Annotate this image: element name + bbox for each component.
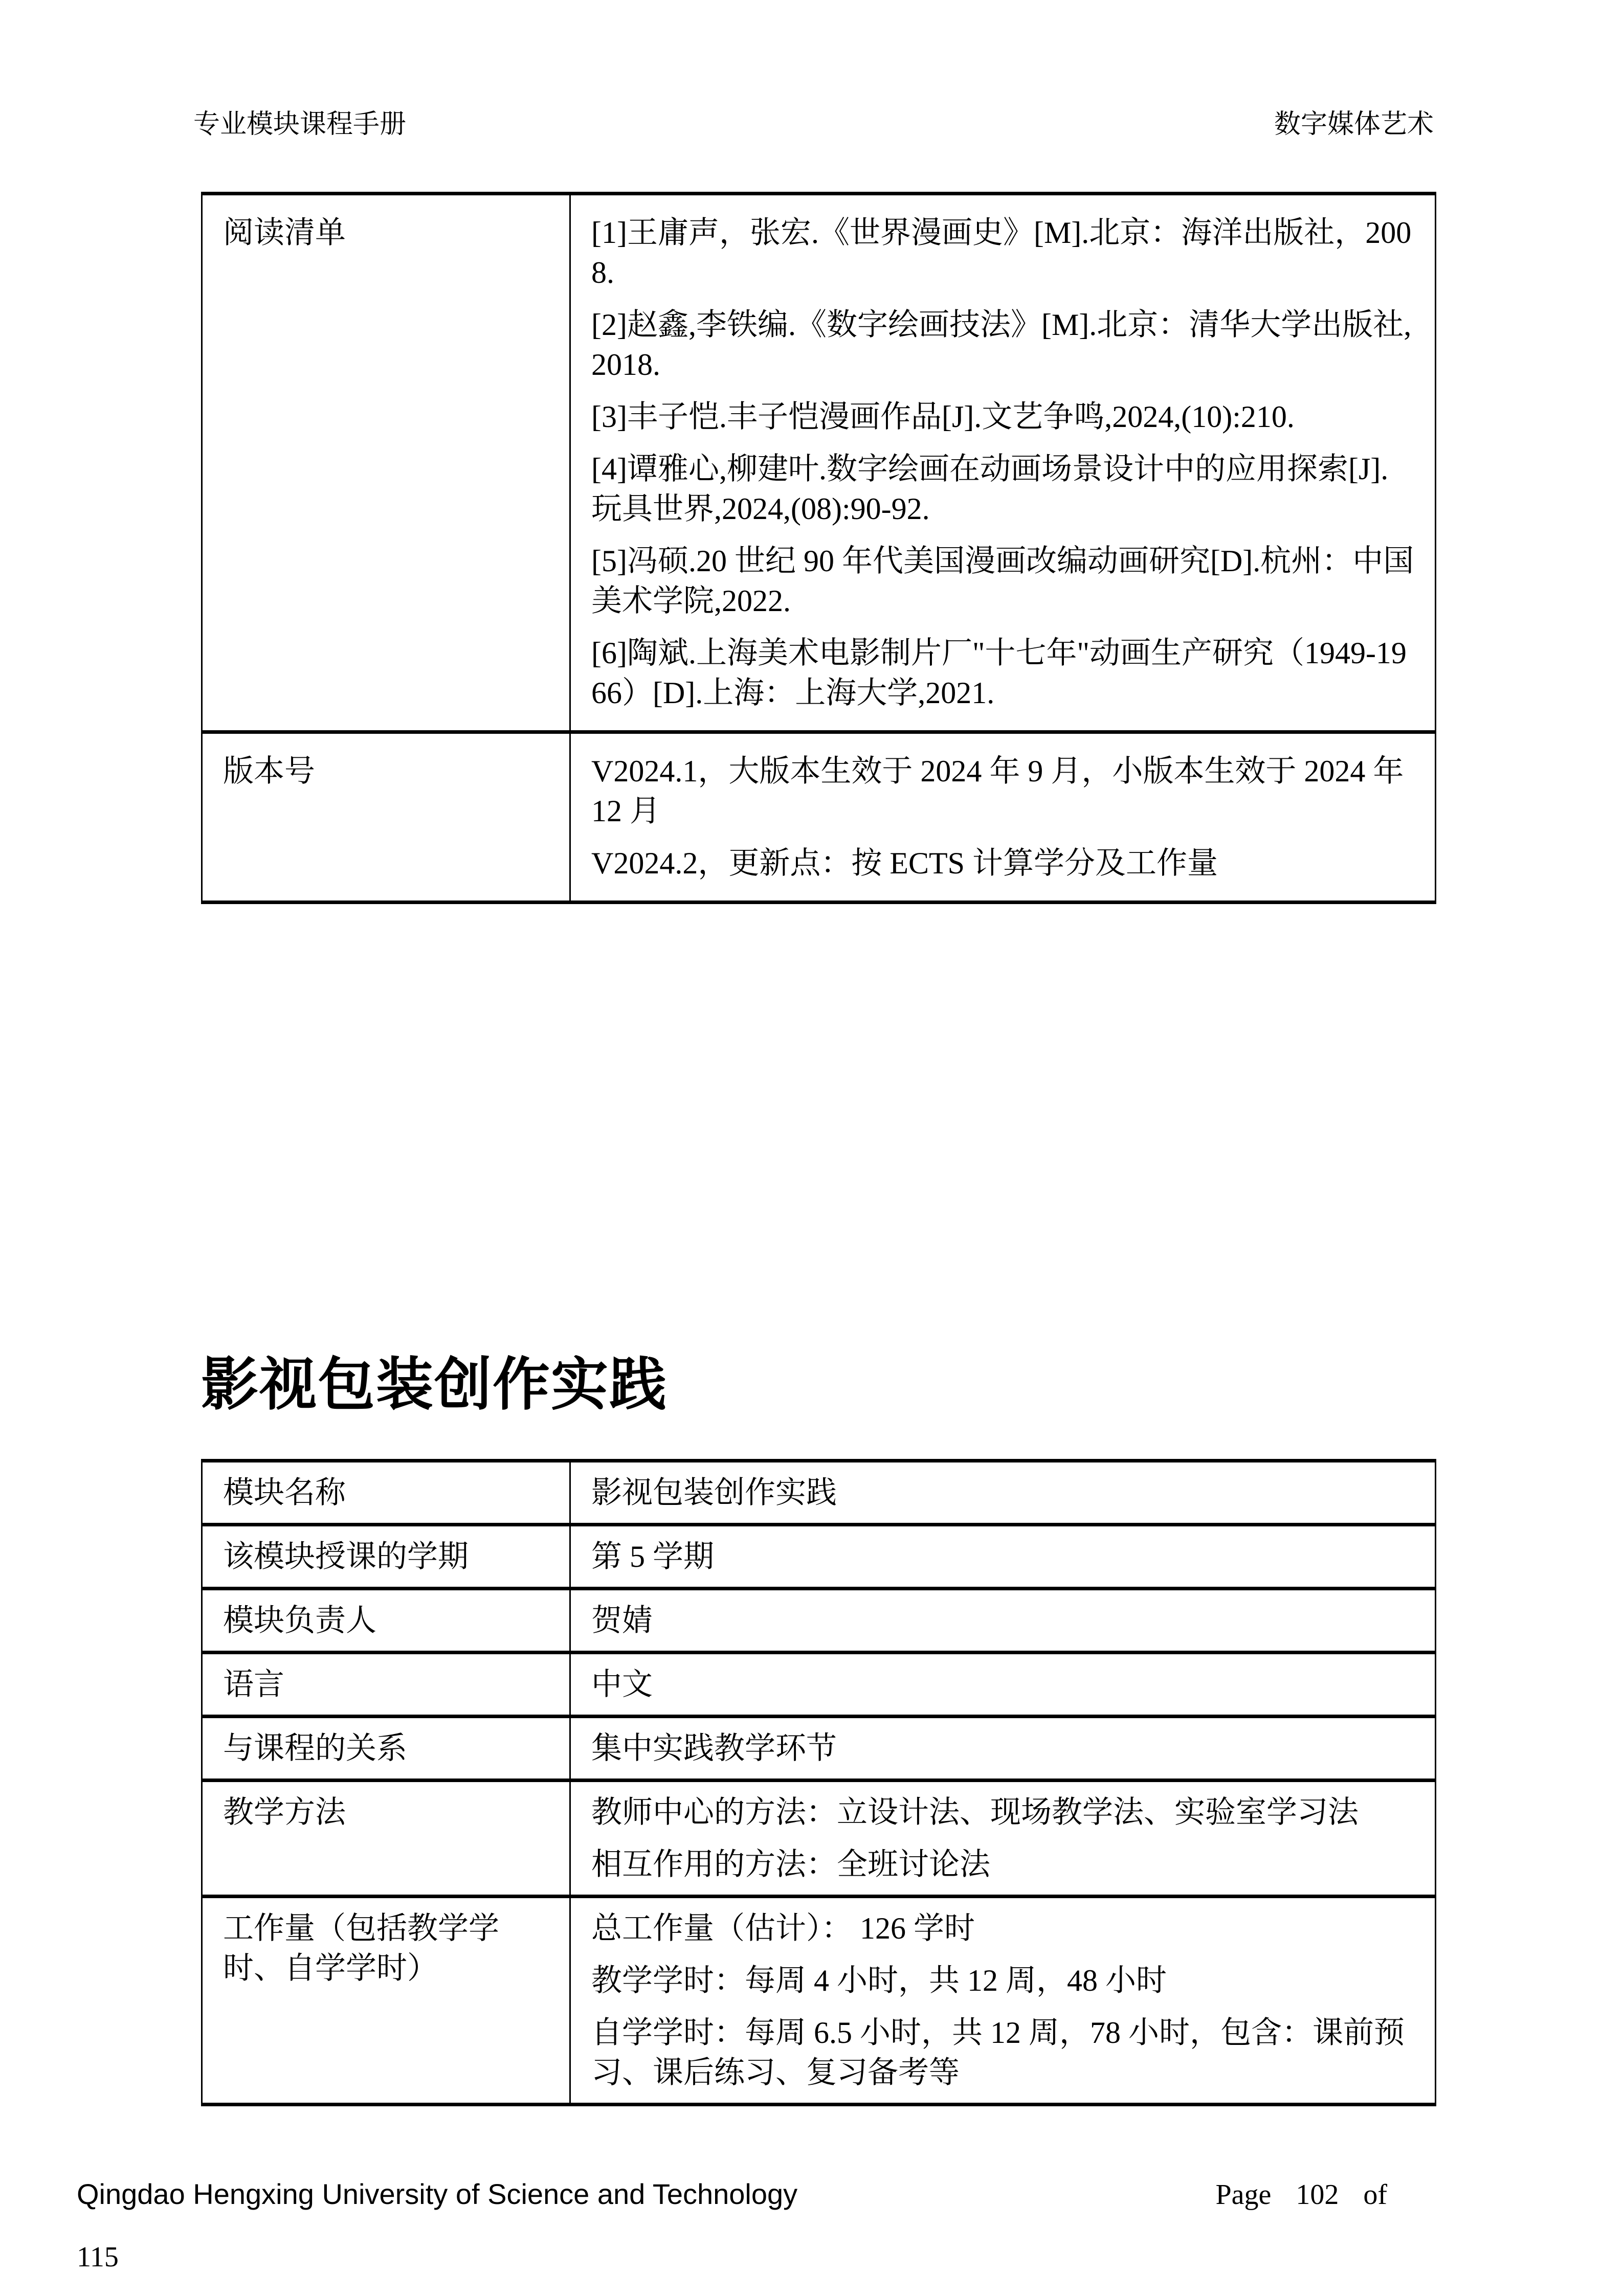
footer-university: Qingdao Hengxing University of Science and Technology bbox=[77, 2178, 798, 2210]
version-paragraph: V2024.1，大版本生效于 2024 年 9 月，小版本生效于 2024 年 12 月 bbox=[591, 754, 1404, 828]
row-content bbox=[570, 1653, 1436, 1717]
reference-paragraph: [1]王庸声，张宏.《世界漫画史》[M].北京：海洋出版社，2008. bbox=[591, 216, 1412, 289]
cell-paragraph: 影视包装创作实践 bbox=[591, 1476, 837, 1510]
header-right-text: 数字媒体艺术 bbox=[1274, 110, 1434, 139]
version-paragraph: V2024.2，更新点：按 ECTS 计算学分及工作量 bbox=[591, 846, 1218, 880]
cell-paragraph: 总工作量（估计）： 126 学时 bbox=[591, 1911, 975, 1945]
footer-page-number: Page 102 of bbox=[1215, 2179, 1387, 2211]
row-content bbox=[570, 1589, 1436, 1653]
page-header bbox=[193, 108, 1434, 141]
cell-paragraph: 教学学时：每周 4 小时，共 12 周，48 小时 bbox=[591, 1964, 1167, 1997]
table-row-teaching-methods bbox=[202, 1781, 1436, 1897]
row-label bbox=[202, 1525, 570, 1589]
reference-paragraph: [3]丰子恺.丰子恺漫画作品[J].文艺争鸣,2024,(10):210. bbox=[591, 400, 1295, 434]
row-label bbox=[202, 1717, 570, 1781]
row-content bbox=[570, 1717, 1436, 1781]
page-footer bbox=[77, 2177, 1387, 2274]
reference-paragraph: [5]冯硕.20 世纪 90 年代美国漫画改编动画研究[D].杭州：中国美术学院,2022. bbox=[591, 544, 1414, 618]
cell-paragraph: 教师中心的方法：立设计法、现场教学法、实验室学习法 bbox=[591, 1795, 1359, 1829]
table-row-reading-list bbox=[202, 194, 1436, 732]
row-label-text: 与课程的关系 bbox=[223, 1731, 407, 1765]
row-content bbox=[570, 1781, 1436, 1897]
cell-paragraph: 贺婧 bbox=[591, 1604, 653, 1637]
row-content bbox=[570, 732, 1436, 903]
cell-paragraph: 自学学时：每周 6.5 小时，共 12 周，78 小时，包含：课前预习、课后练习、复习备考等 bbox=[591, 2016, 1405, 2089]
cell-paragraph: 集中实践教学环节 bbox=[591, 1731, 837, 1765]
row-label bbox=[202, 1653, 570, 1717]
reference-paragraph: [4]谭雅心,柳建叶.数字绘画在动画场景设计中的应用探索[J].玩具世界,2024,(08):90-92. bbox=[591, 452, 1389, 526]
reading-list-table bbox=[201, 192, 1436, 904]
row-content bbox=[570, 194, 1436, 732]
row-label-text: 阅读清单 bbox=[223, 216, 346, 250]
row-label-text: 版本号 bbox=[223, 754, 315, 788]
row-label-text: 工作量（包括教学学时、自学学时） bbox=[223, 1911, 499, 1985]
table-row-version bbox=[202, 732, 1436, 903]
row-label bbox=[202, 194, 570, 732]
row-content bbox=[570, 1461, 1436, 1525]
row-label-text: 模块名称 bbox=[223, 1476, 346, 1510]
header-left-text: 专业模块课程手册 bbox=[193, 110, 407, 139]
footer-line-1 bbox=[77, 2177, 1387, 2212]
cell-paragraph: 第 5 学期 bbox=[591, 1540, 714, 1573]
row-label bbox=[202, 732, 570, 903]
table-row-workload bbox=[202, 1897, 1436, 2105]
row-label bbox=[202, 1461, 570, 1525]
table-row-course-relation bbox=[202, 1717, 1436, 1781]
table-row-language bbox=[202, 1653, 1436, 1717]
reference-paragraph: [2]赵鑫,李铁编.《数字绘画技法》[M].北京：清华大学出版社, 2018. bbox=[591, 308, 1412, 381]
row-label bbox=[202, 1897, 570, 2105]
section-heading: 影视包装创作实践 bbox=[201, 1353, 668, 1416]
row-label bbox=[202, 1589, 570, 1653]
row-content bbox=[570, 1525, 1436, 1589]
cell-paragraph: 相互作用的方法：全班讨论法 bbox=[591, 1848, 990, 1881]
table-row-semester bbox=[202, 1525, 1436, 1589]
cell-paragraph: 中文 bbox=[591, 1668, 653, 1701]
row-label-text: 模块负责人 bbox=[223, 1604, 376, 1637]
row-label bbox=[202, 1781, 570, 1897]
module-info-table bbox=[201, 1459, 1436, 2106]
footer-page-total: 115 bbox=[77, 2241, 119, 2273]
row-label-text: 教学方法 bbox=[223, 1795, 346, 1829]
row-label-text: 该模块授课的学期 bbox=[223, 1540, 469, 1573]
table-row-module-lead bbox=[202, 1589, 1436, 1653]
row-content bbox=[570, 1897, 1436, 2105]
table-row-module-name bbox=[202, 1461, 1436, 1525]
reference-paragraph: [6]陶斌.上海美术电影制片厂"十七年"动画生产研究（1949-1966）[D].上海：上海大学,2021. bbox=[591, 636, 1407, 710]
row-label-text: 语言 bbox=[223, 1668, 284, 1701]
